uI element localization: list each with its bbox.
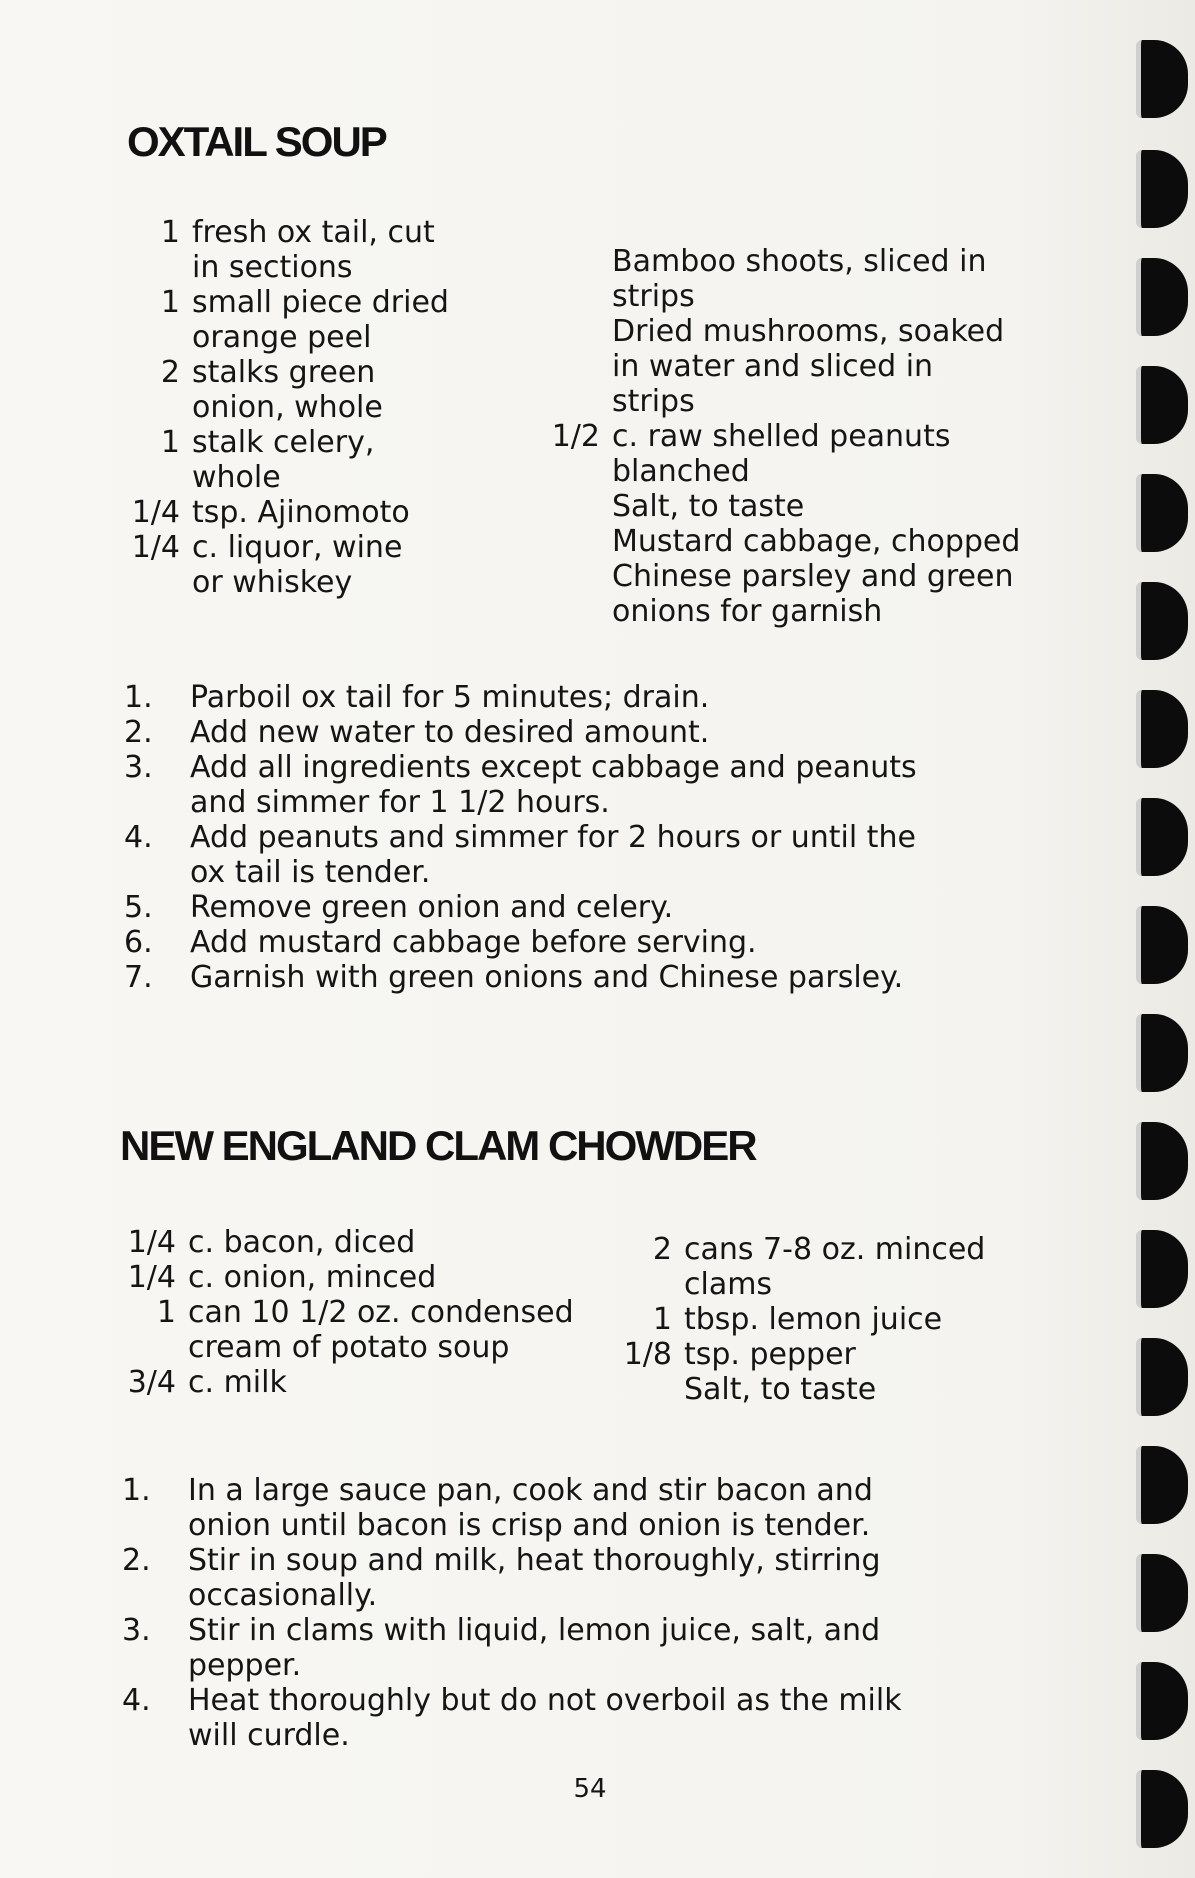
step-number: 6. xyxy=(124,925,153,960)
ingredient-text: Chinese parsley and green onions for garnish xyxy=(612,559,1014,629)
step-text: Add mustard cabbage before serving. xyxy=(190,925,757,960)
page-number: 54 xyxy=(573,1774,607,1804)
ingredient-item xyxy=(614,1302,1064,1337)
step-text: Remove green onion and celery. xyxy=(190,890,674,925)
ingredient-qty: 1/4 xyxy=(127,1225,176,1260)
ingredient-qty xyxy=(540,244,612,314)
ingredient-text: stalk celery, whole xyxy=(192,425,375,495)
ingredient-item xyxy=(614,1337,1064,1372)
spiral-binding xyxy=(1128,0,1195,1878)
ingredient-item xyxy=(540,244,1060,314)
step-item xyxy=(124,960,1084,995)
step-text: Stir in soup and milk, heat thoroughly, stirring occasionally. xyxy=(188,1543,881,1613)
binding-ring xyxy=(1136,582,1188,660)
step-text: Add new water to desired amount. xyxy=(190,715,710,750)
ingredient-qty: 1 xyxy=(652,1302,672,1337)
step-text: Garnish with green onions and Chinese parsley. xyxy=(190,960,904,995)
ingredient-qty xyxy=(540,489,612,524)
step-text: Stir in clams with liquid, lemon juice, salt, and pepper. xyxy=(188,1613,881,1683)
ingredient-text: tsp. Ajinomoto xyxy=(192,495,410,530)
oxtail-steps xyxy=(124,680,1084,995)
oxtail-ingredients-right xyxy=(540,244,1060,629)
ingredient-qty: 2 xyxy=(160,355,180,390)
ingredient-item xyxy=(118,1225,618,1260)
step-text: Add peanuts and simmer for 2 hours or until the ox tail is tender. xyxy=(190,820,916,890)
chowder-ingredients-left xyxy=(118,1225,618,1400)
step-item xyxy=(122,1473,1082,1543)
step-number: 1. xyxy=(124,680,153,715)
oxtail-soup-title: OXTAIL SOUP xyxy=(127,118,386,165)
binding-ring xyxy=(1136,150,1188,228)
ingredient-item xyxy=(118,1260,618,1295)
ingredient-qty: 1 xyxy=(160,425,180,460)
step-number: 2. xyxy=(122,1543,151,1578)
binding-ring xyxy=(1136,690,1188,768)
ingredient-text: can 10 1/2 oz. condensed cream of potato soup xyxy=(188,1295,574,1365)
ingredient-qty: 1/8 xyxy=(623,1337,672,1372)
ingredient-text: tbsp. lemon juice xyxy=(684,1302,943,1337)
ingredient-qty: 1/4 xyxy=(131,495,180,530)
oxtail-ingredients-left xyxy=(120,215,540,600)
step-item xyxy=(124,715,1084,750)
binding-ring xyxy=(1136,40,1188,118)
step-number: 1. xyxy=(122,1473,151,1508)
ingredient-qty: 2 xyxy=(652,1232,672,1267)
ingredient-item xyxy=(540,489,1060,524)
ingredient-text: c. raw shelled peanuts blanched xyxy=(612,419,951,489)
ingredient-item xyxy=(120,285,540,355)
step-item xyxy=(124,890,1084,925)
step-item xyxy=(122,1683,1082,1753)
ingredient-qty xyxy=(540,559,612,629)
ingredient-text: stalks green onion, whole xyxy=(192,355,383,425)
ingredient-text: c. onion, minced xyxy=(188,1260,437,1295)
ingredient-text: c. bacon, diced xyxy=(188,1225,416,1260)
ingredient-text: Mustard cabbage, chopped xyxy=(612,524,1021,559)
ingredient-item xyxy=(118,1295,618,1365)
ingredient-item xyxy=(120,215,540,285)
step-item xyxy=(122,1543,1082,1613)
ingredient-text: Bamboo shoots, sliced in strips xyxy=(612,244,987,314)
step-item xyxy=(124,925,1084,960)
step-number: 4. xyxy=(122,1683,151,1718)
binding-ring xyxy=(1136,1338,1188,1416)
step-text: Add all ingredients except cabbage and peanuts and simmer for 1 1/2 hours. xyxy=(190,750,917,820)
ingredient-item xyxy=(118,1365,618,1400)
step-item xyxy=(124,680,1084,715)
binding-ring xyxy=(1136,1662,1188,1740)
step-number: 7. xyxy=(124,960,153,995)
step-item xyxy=(122,1613,1082,1683)
step-text: In a large sauce pan, cook and stir bacon and onion until bacon is crisp and onion is tender. xyxy=(188,1473,873,1543)
binding-ring xyxy=(1136,474,1188,552)
binding-ring xyxy=(1136,1122,1188,1200)
binding-ring xyxy=(1136,366,1188,444)
step-number: 3. xyxy=(122,1613,151,1648)
step-number: 4. xyxy=(124,820,153,855)
binding-ring xyxy=(1136,906,1188,984)
ingredient-qty xyxy=(614,1372,684,1407)
ingredient-qty: 1 xyxy=(160,285,180,320)
ingredient-qty xyxy=(540,524,612,559)
ingredient-qty xyxy=(540,314,612,419)
step-item xyxy=(124,750,1084,820)
ingredient-item xyxy=(120,495,540,530)
ingredient-item xyxy=(120,530,540,600)
ingredient-qty: 1 xyxy=(160,215,180,250)
ingredient-qty: 1/4 xyxy=(127,1260,176,1295)
ingredient-text: small piece dried orange peel xyxy=(192,285,449,355)
ingredient-text: Dried mushrooms, soaked in water and sliced in strips xyxy=(612,314,1005,419)
ingredient-text: c. milk xyxy=(188,1365,287,1400)
ingredient-item xyxy=(120,425,540,495)
step-number: 5. xyxy=(124,890,153,925)
ingredient-text: tsp. pepper xyxy=(684,1337,856,1372)
ingredient-qty: 1/4 xyxy=(131,530,180,565)
step-text: Heat thoroughly but do not overboil as the milk will curdle. xyxy=(188,1683,902,1753)
binding-ring xyxy=(1136,1230,1188,1308)
binding-ring xyxy=(1136,258,1188,336)
ingredient-item xyxy=(540,524,1060,559)
ingredient-item xyxy=(540,559,1060,629)
ingredient-qty: 3/4 xyxy=(127,1365,176,1400)
ingredient-text: Salt, to taste xyxy=(684,1372,877,1407)
ingredient-text: Salt, to taste xyxy=(612,489,805,524)
ingredient-item xyxy=(614,1232,1064,1302)
chowder-steps xyxy=(122,1473,1082,1753)
step-number: 2. xyxy=(124,715,153,750)
ingredient-item xyxy=(614,1372,1064,1407)
clam-chowder-title: NEW ENGLAND CLAM CHOWDER xyxy=(120,1122,756,1169)
ingredient-text: c. liquor, wine or whiskey xyxy=(192,530,403,600)
chowder-ingredients-right xyxy=(614,1232,1064,1407)
ingredient-text: fresh ox tail, cut in sections xyxy=(192,215,435,285)
ingredient-text: cans 7-8 oz. minced clams xyxy=(684,1232,986,1302)
binding-ring xyxy=(1136,798,1188,876)
binding-ring xyxy=(1136,1770,1188,1848)
step-item xyxy=(124,820,1084,890)
ingredient-item xyxy=(120,355,540,425)
ingredient-item xyxy=(540,314,1060,419)
ingredient-qty: 1/2 xyxy=(551,419,600,454)
step-number: 3. xyxy=(124,750,153,785)
step-text: Parboil ox tail for 5 minutes; drain. xyxy=(190,680,710,715)
ingredient-item xyxy=(540,419,1060,489)
binding-ring xyxy=(1136,1014,1188,1092)
binding-ring xyxy=(1136,1554,1188,1632)
ingredient-qty: 1 xyxy=(156,1295,176,1330)
binding-ring xyxy=(1136,1446,1188,1524)
